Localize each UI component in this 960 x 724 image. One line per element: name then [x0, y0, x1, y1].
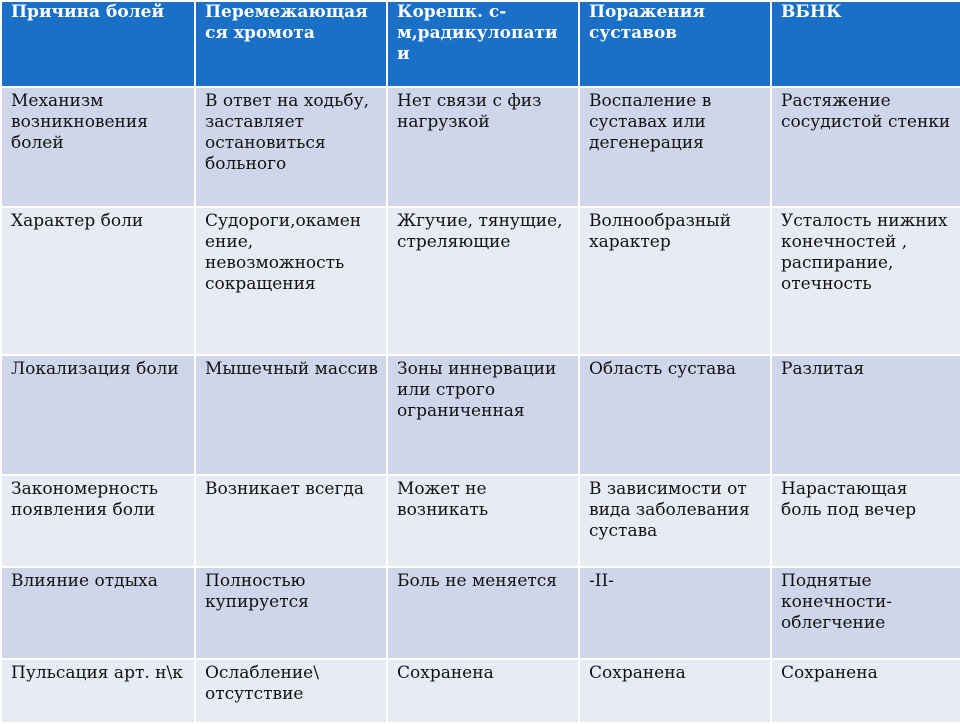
table-cell: Нет связи с физ нагрузкой [387, 87, 579, 207]
row-label-cell: Характер боли [1, 207, 195, 355]
table-cell: Воспаление в суставах или дегенерация [579, 87, 771, 207]
table-cell: Поднятые конечности- облегчение [771, 567, 960, 659]
table-cell: Боль не меняется [387, 567, 579, 659]
table-cell: Ослабление\ отсутствие [195, 659, 387, 723]
row-label-cell: Механизм возникновения болей [1, 87, 195, 207]
row-label-cell: Влияние отдыха [1, 567, 195, 659]
table-cell: -II- [579, 567, 771, 659]
table-row [1, 87, 960, 207]
table-cell: Нарастающая боль под вечер [771, 475, 960, 567]
table-row [1, 207, 960, 355]
table-cell: Может не возникать [387, 475, 579, 567]
table-cell: Судороги,окамен ение, невозможность сокращения [195, 207, 387, 355]
header-cell-cause: Причина болей [1, 1, 195, 87]
table-cell: В ответ на ходьбу, заставляет остановиться больного [195, 87, 387, 207]
table-row [1, 567, 960, 659]
header-cell-vbnk: ВБНК [771, 1, 960, 87]
table-cell: Возникает всегда [195, 475, 387, 567]
table-cell: Волнообразный характер [579, 207, 771, 355]
header-cell-intermittent-claudication: Перемежающая ся хромота [195, 1, 387, 87]
table-cell: Область сустава [579, 355, 771, 475]
table-cell: Полностью купируется [195, 567, 387, 659]
table-row [1, 355, 960, 475]
table-cell: Разлитая [771, 355, 960, 475]
header-row [1, 1, 960, 87]
header-cell-radicular-syndrome: Корешк. с-м,радикулопати и [387, 1, 579, 87]
table-cell: Усталость нижних конечностей , распирание, отечность [771, 207, 960, 355]
table-cell: В зависимости от вида заболевания сустава [579, 475, 771, 567]
table-cell: Мышечный массив [195, 355, 387, 475]
table-cell: Жгучие, тянущие, стреляющие [387, 207, 579, 355]
table-row [1, 659, 960, 723]
table-cell: Сохранена [579, 659, 771, 723]
header-cell-joint-lesions: Поражения суставов [579, 1, 771, 87]
table-cell: Сохранена [771, 659, 960, 723]
table-cell: Растяжение сосудистой стенки [771, 87, 960, 207]
table-row [1, 475, 960, 567]
row-label-cell: Локализация боли [1, 355, 195, 475]
row-label-cell: Пульсация арт. н\к [1, 659, 195, 723]
table-cell: Сохранена [387, 659, 579, 723]
table-cell: Зоны иннервации или строго ограниченная [387, 355, 579, 475]
row-label-cell: Закономерность появления боли [1, 475, 195, 567]
